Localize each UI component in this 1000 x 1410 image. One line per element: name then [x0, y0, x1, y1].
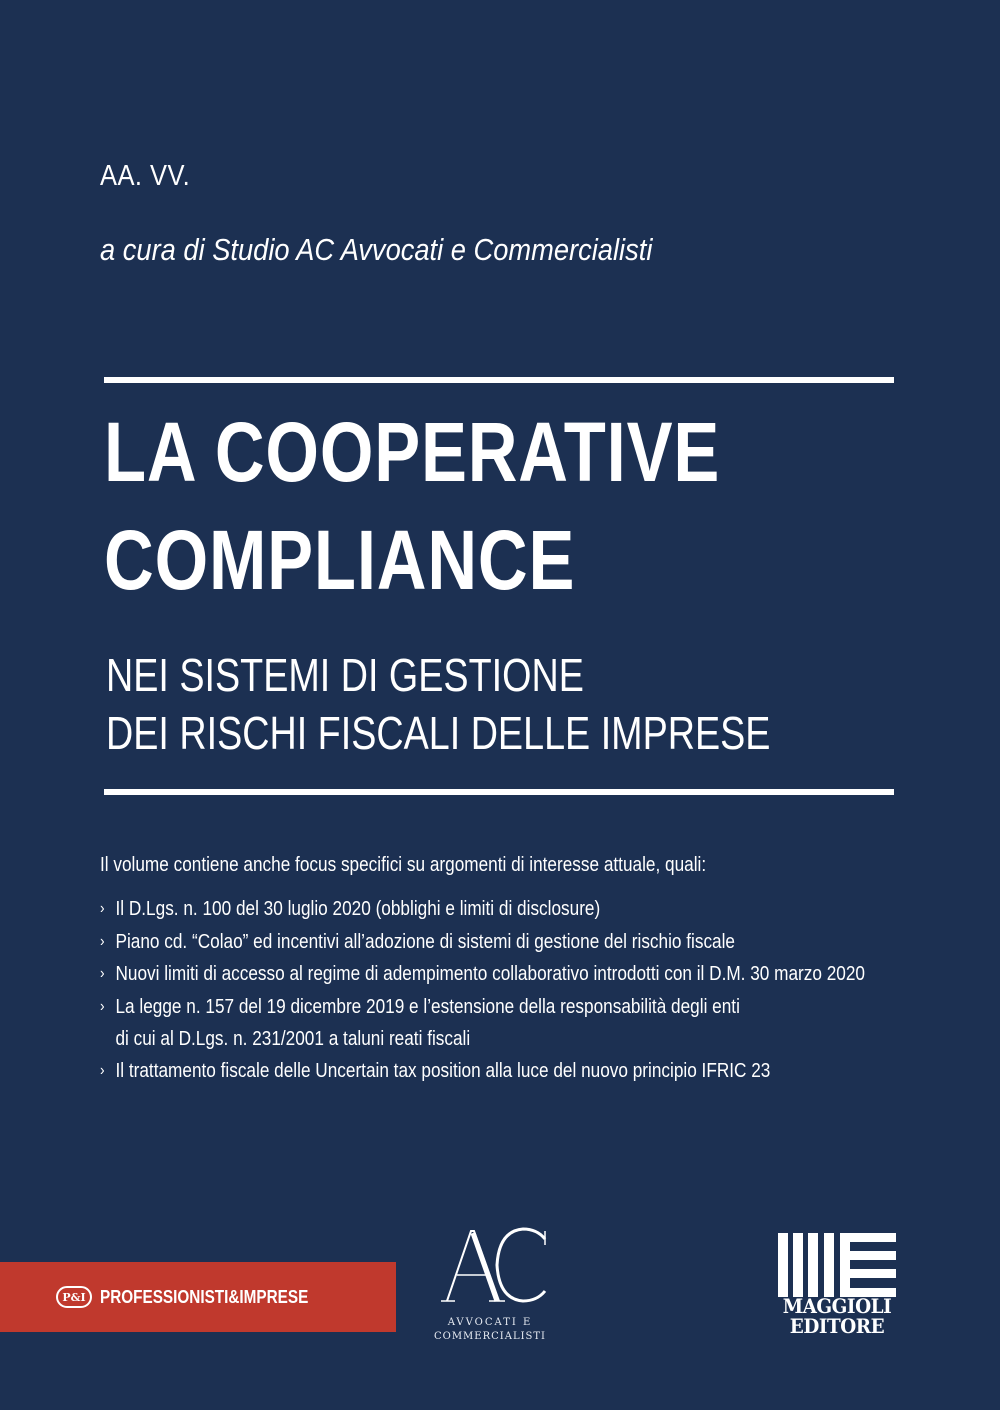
- list-item-text: Il D.Lgs. n. 100 del 30 luglio 2020 (obblighi e limiti di disclosure): [115, 898, 601, 920]
- curator-line: a cura di Studio AC Avvocati e Commercialisti: [100, 232, 653, 267]
- series-band: [0, 1262, 396, 1332]
- list-item: [100, 991, 865, 1055]
- ac-monogram-icon: [441, 1225, 551, 1305]
- list-item-text: Il trattamento fiscale delle Uncertain tax position alla luce del nuovo principio IFRIC 23: [115, 1059, 771, 1082]
- title-rule-top: [104, 377, 894, 383]
- title-line-1: LA COOPERATIVE: [104, 405, 721, 499]
- list-item: [100, 926, 865, 959]
- chevron-right-icon: ›: [100, 900, 105, 917]
- contents-intro: Il volume contiene anche focus specifici su argomenti di interesse attuale, quali:: [100, 854, 707, 876]
- chevron-right-icon: ›: [100, 1061, 105, 1079]
- ac-logo-line-1: AVVOCATI E: [447, 1317, 533, 1328]
- list-item: [100, 1055, 865, 1088]
- chevron-right-icon: ›: [100, 965, 105, 982]
- series-label: PROFESSIONISTI&IMPRESE: [100, 1286, 309, 1307]
- book-subtitle: [106, 646, 770, 762]
- chevron-right-icon: ›: [100, 932, 105, 950]
- ac-logo: [425, 1225, 555, 1345]
- author-label: AA. VV.: [100, 160, 191, 192]
- series-badge-icon: P&I: [56, 1286, 92, 1308]
- list-item-text: La legge n. 157 del 19 dicembre 2019 e l’estensione della responsabilità degli enti: [115, 995, 740, 1018]
- book-title: [104, 398, 720, 614]
- list-item: [100, 958, 865, 991]
- title-rule-bottom: [104, 789, 894, 795]
- list-item-text-continued: di cui al D.Lgs. n. 231/2001 a taluni reati fiscali: [115, 1027, 471, 1050]
- ac-logo-line-2: COMMERCIALISTI: [433, 1331, 547, 1342]
- maggioli-mark-icon: [778, 1233, 896, 1297]
- chevron-right-icon: ›: [100, 997, 105, 1015]
- publisher-name-line-1: MAGGIOLI: [782, 1294, 892, 1318]
- subtitle-line-1: NEI SISTEMI DI GESTIONE: [106, 649, 584, 701]
- subtitle-line-2: DEI RISCHI FISCALI DELLE IMPRESE: [106, 707, 771, 759]
- publisher-name-line-2: EDITORE: [789, 1314, 885, 1338]
- publisher-logo: [776, 1233, 898, 1338]
- focus-list: [100, 893, 865, 1087]
- list-item-text: Piano cd. “Colao” ed incentivi all’adozione di sistemi di gestione del rischio fiscale: [115, 930, 736, 953]
- title-line-2: COMPLIANCE: [104, 513, 576, 607]
- list-item-text: Nuovi limiti di accesso al regime di adempimento collaborativo introdotti con il D.M. 30 marzo 2020: [115, 963, 865, 985]
- list-item: [100, 893, 865, 926]
